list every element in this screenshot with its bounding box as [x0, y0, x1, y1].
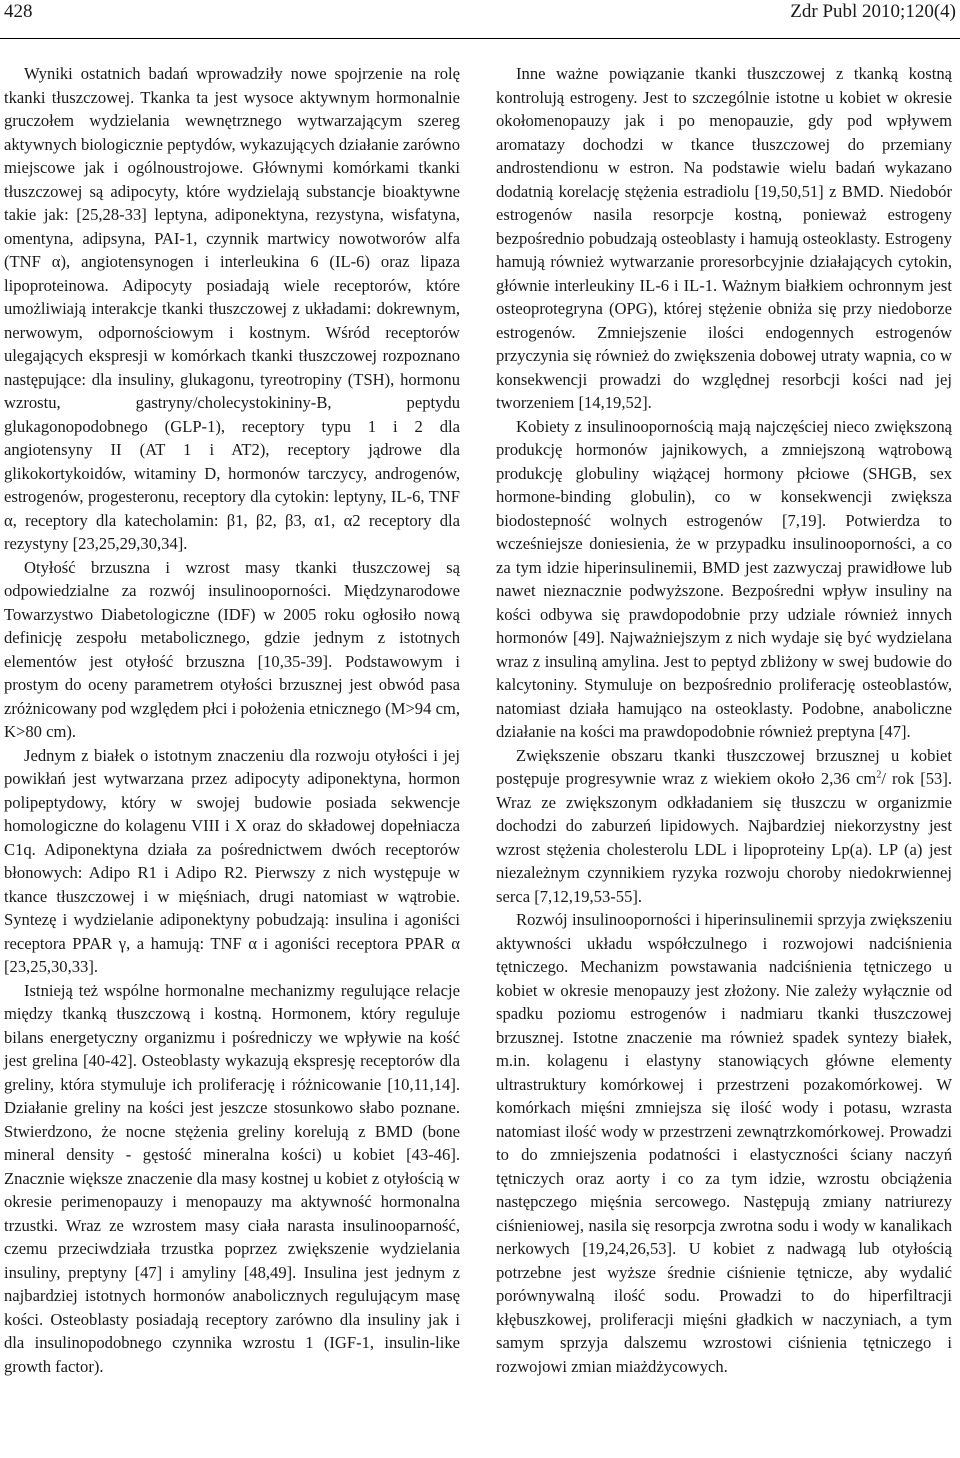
- paragraph: Istnieją też wspólne hormonalne mechanizmy regulujące relacje między tkanką tłuszczową i kostną. Hormonem, który reguluje bilans energetyczny organizmu i pośredniczy we wpływie na kość jest grelina [40-42]. Osteoblasty wykazują ekspresję receptorów dla greliny, która stymuluje ich proliferację i różnicowanie [10,11,14]. Działanie greliny na kości jest jeszcze stosunkowo słabo poznane. Stwierdzono, że nocne stężenia greliny korelują z BMD (bone mineral density - gęstość mineralna kości) u kobiet [43-46]. Znacznie większe znaczenie dla masy kostnej u kobiet z otyłością w okresie perimenopauzy i menopauzy ma aktywność hormonalna trzustki. Wraz ze wzrostem masy ciała narasta insulinooparność, czemu przeciwdziała trzustka poprzez zwiększenie wydzielania insuliny, preptyny [47] i amyliny [48,49]. Insulina jest jednym z najbardziej istotnych hormonów anabolicznych regulującym masę kości. Osteoblasty posiadają receptory zarówno dla insuliny jak i dla insulinopodobnego czynnika wzrostu 1 (IGF-1, insulin-like growth factor).: [4, 980, 460, 1376]
- journal-reference: Zdr Publ 2010;120(4): [790, 1, 956, 22]
- paragraph: Jednym z białek o istotnym znaczeniu dla rozwoju otyłości i jej powikłań jest wytwarzana przez adipocyty adiponektyna, hormon polipeptydowy, który w swojej budowie posiada sekwencje homologiczne do kolagenu VIII i X oraz do składowej dopełniacza C1q. Adiponektyna działa za pośrednictwem dwóch receptorów błonowych: Adipo R1 i Adipo R2. Pierwszy z nich występuje w tkance tłuszczowej i w mięśniach, drugi natomiast w wątrobie. Syntezę i wydzielanie adiponektyny pobudzają: insulina i agoniści receptora PPAR γ, a hamują: TNF α i agoniści receptora PPAR α [23,25,30,33].: [4, 745, 460, 976]
- paragraph: Inne ważne powiązanie tkanki tłuszczowej z tkanką kostną kontrolują estrogeny. Jest to szczególnie istotne u kobiet w okresie okołomenopauzy jak i po menopauzie, gdy pod wpływem aromatazy dochodzi w tkance tłuszczowej do przemiany androstendionu w estron. Na podstawie wielu badań wykazano dodatnią korelację stężenia estradiolu [19,50,51] z BMD. Niedobór estrogenów nasila resorpcje kostną, ponieważ estrogeny bezpośrednio pobudzają osteoblasty i hamują osteoklasty. Estrogeny hamują również wytwarzanie proresorbcyjnie działających cytokin, głównie interleukiny IL-6 i IL-1. Ważnym białkiem ochronnym jest osteoprotegryna (OPG), której stężenie obniża się przy niedoborze estrogenów. Zmniejszenie ilości endogennych estrogenów przyczynia się również do zwiększenia dobowej utraty wapnia, co w konsekwencji prowadzi do względnej resorbcji kości nad jej tworzeniem [14,19,52].: [496, 64, 952, 412]
- paragraph-text: Zwiększenie obszaru tkanki tłuszczowej brzusznej u kobiet postępuje progresywnie wraz z wiekiem około 2,36 cm: [496, 745, 952, 788]
- paragraph: Kobiety z insulinoopornością mają najczęściej nieco zwiększoną produkcję hormonów jajnikowych, a zmniejszoną wątrobową produkcję globuliny wiążącej hormony płciowe (SHGB, sex hormone-binding globulin), co w konsekwencji zwiększa biodostepność wolnych estrogenów [7,19]. Potwierdza to wcześniejsze doniesienia, że w przypadku insulinooporności, a co za tym idzie hiperinsulinemii, BMD jest zazwyczaj prawidłowe lub nawet nieznacznie podwyższone. Bezpośredni wpływ insuliny na kości odbywa się prawdopodobnie przy udziale również innych hormonów [49]. Najważniejszym z nich wydaje się być wydzielana wraz z insuliną amylina. Jest to peptyd zbliżony w swej budowie do kalcytoniny. Stymuluje on bezpośrednio proliferację osteoblastów, natomiast działa hamująco na osteoklasty. Podobne, anaboliczne działanie na kości ma prawdopodobnie również preptyna [47].: [496, 416, 952, 741]
- page-header: [0, 0, 960, 39]
- right-column: [496, 62, 952, 1378]
- paragraph: Rozwój insulinooporności i hiperinsulinemii sprzyja zwiększeniu aktywności układu współczulnego i rozwojowi nadciśnienia tętniczego. Mechanizm powstawania nadciśnienia tętniczego u kobiet w okresie menopauzy jest złożony. Nie zależy wyłącznie od spadku poziomu estrogenów i nadmiaru tkanki tłuszczowej brzusznej. Istotne znaczenie ma również spadek syntezy białek, m.in. kolagenu i elastyny stanowiących główne elementy ultrastruktury komórkowej i przestrzeni pozakomórkowej. W komórkach mięśni zmniejsza się ilość wody i potasu, wzrasta natomiast ilość wody w przestrzeni zewnątrzkomórkowej. Prowadzi to do zmniejszenia podatności i elastyczności ściany naczyń tętniczych oraz aorty i co za tym idzie, wzrostu obciążenia następczego mięśnia sercowego. Następują zmiany natriurezy ciśnieniowej, nasila się resorpcja zwrotna sodu i wody w kanalikach nerkowych [19,24,26,53]. U kobiet z nadwagą lub otyłością potrzebne jest wyższe średnie ciśnienie tętnicze, aby wydalić porównywalną ilość sodu. Prowadzi to do hiperfiltracji kłębuszkowej, proliferacji mięśni gładkich w naczyniach, a tym samym sprzyja dalszemu wzrostowi ciśnienia tętniczego i rozwojowi zmian miażdżycowych.: [496, 910, 952, 1376]
- page-number: 428: [4, 1, 33, 22]
- paragraph: Otyłość brzuszna i wzrost masy tkanki tłuszczowej są odpowiedzialne za rozwój insulinooporności. Międzynarodowe Towarzystwo Diabetologiczne (IDF) w 2005 roku ogłosiło nową definicję zespołu metabolicznego, gdzie jednym z istotnych elementów jest otyłość brzuszna [10,35-39]. Podstawowym i prostym do oceny parametrem otyłości brzusznej jest obwód pasa zróżnicowany pod względem płci i położenia etnicznego (M>94 cm, K>80 cm).: [4, 557, 460, 741]
- paragraph-continuation: / rok [53]. Wraz ze zwiększonym odkładaniem się tłuszczu w organizmie dochodzi do zaburzeń lipidowych. Najbardziej niekorzystny jest wzrost stężenia cholesterolu LDL i lipoproteiny Lp(a). LP (a) jest niezależnym czynnikiem ryzyka rozwoju choroby niedokrwiennej serca [7,12,19,53-55].: [496, 769, 952, 906]
- paragraph: Wyniki ostatnich badań wprowadziły nowe spojrzenie na rolę tkanki tłuszczowej. Tkanka ta jest wysoce aktywnym hormonalnie gruczołem wydzielania wewnętrznego wytwarzającym szereg aktywnych biologicznie peptydów, wykazujących działanie zarówno miejscowe jak i ogólnoustrojowe. Głównymi komórkami tkanki tłuszczowej są adipocyty, które wydzielają substancje bioaktywne takie jak: [25,28-33] leptyna, adiponektyna, rezystyna, wisfatyna, omentyna, adipsyna, PAI-1, czynnik martwicy nowotworów alfa (TNF α), angiotensynogen i interleukina 6 (IL-6) oraz lipaza lipoproteinowa. Adipocyty posiadają wiele receptorów, które umożliwiają interakcje tkanki tłuszczowej z układami: dokrewnym, nerwowym, odpornościowym i kostnym. Wśród receptorów ulegających ekspresji w komórkach tkanki tłuszczowej rozpoznano następujące: dla insuliny, glukagonu, tyreotropiny (TSH), hormonu wzrostu, gastryny/cholecystokininy-B, peptydu glukagonopodobnego (GLP-1), receptory typu 1 i 2 dla angiotensyny II (AT 1 i AT2), receptory jądrowe dla glikokortykoidów, witaminy D, hormonów tarczycy, androgenów, estrogenów, progesteronu, receptory dla cytokin: leptyny, IL-6, TNF α, receptory dla katecholamin: β1, β2, β3, α1, α2 receptory dla rezystyny [23,25,29,30,34].: [4, 64, 461, 553]
- paragraph: [496, 744, 952, 909]
- left-column: [4, 62, 460, 1378]
- superscript: 2: [876, 769, 882, 781]
